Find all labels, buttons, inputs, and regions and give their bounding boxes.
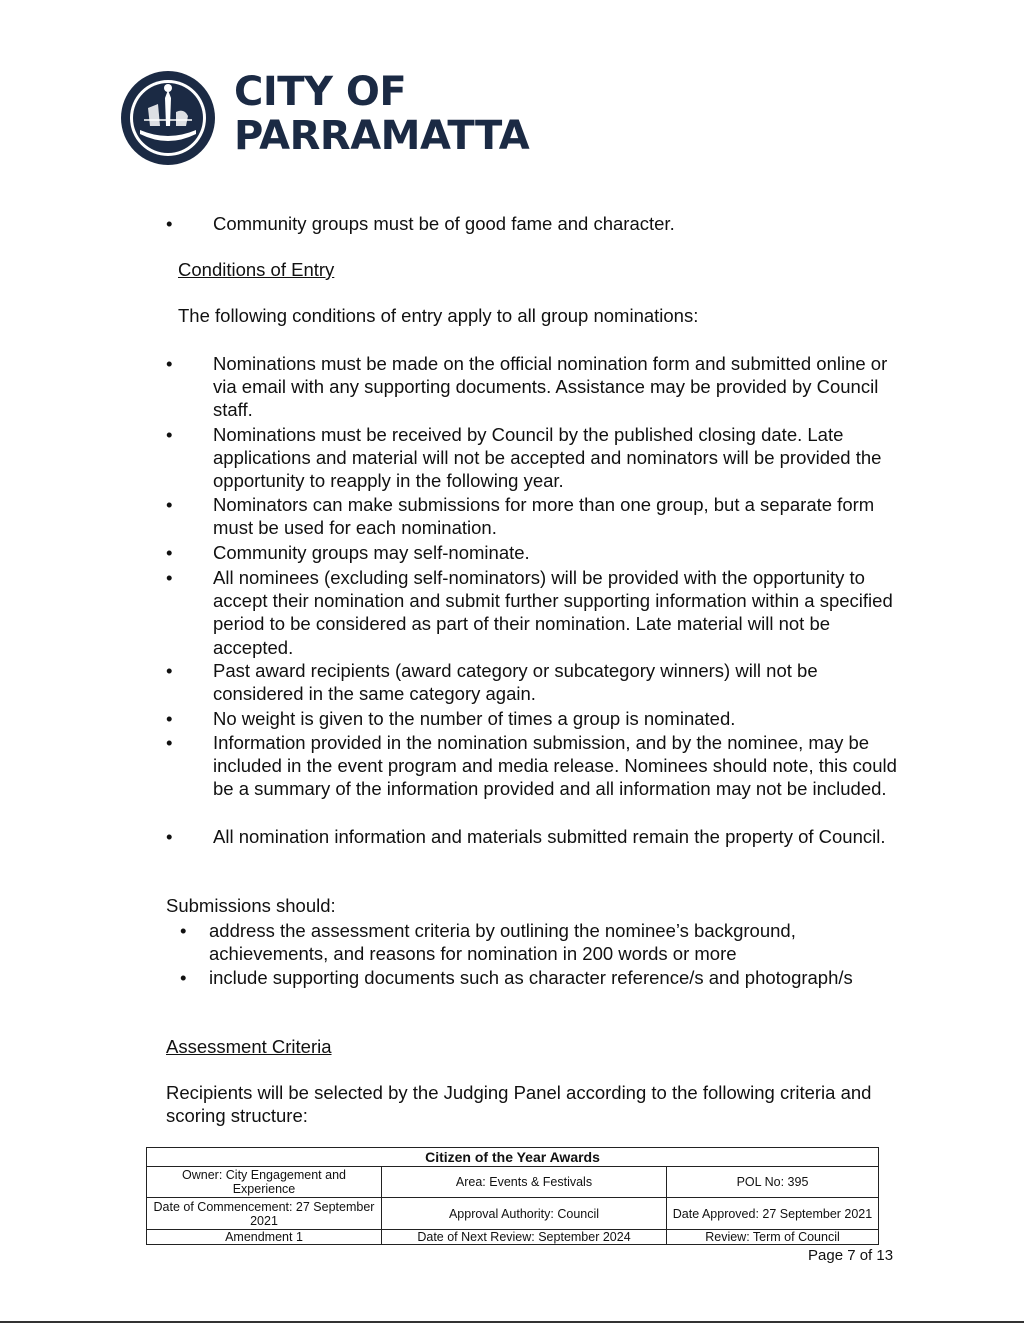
logo-line-2: PARRAMATTA [234,113,530,159]
conditions-intro: The following conditions of entry apply to all group nominations: [178,305,699,326]
policy-footer-table [146,1147,879,1245]
bullet-icon: • [166,542,173,563]
footer-approval-authority: Approval Authority: Council [382,1198,667,1230]
bullet-icon: • [166,494,173,515]
city-of-parramatta-logo [118,68,558,168]
bullet-icon: • [166,353,173,374]
submissions-heading: Submissions should: [166,895,336,916]
logo-line-1: CITY OF [234,69,407,115]
bullet-icon: • [180,967,187,988]
bullet-icon: • [166,424,173,445]
footer-next-review: Date of Next Review: September 2024 [382,1230,667,1245]
footer-area: Area: Events & Festivals [382,1167,667,1198]
footer-commencement: Date of Commencement: 27 September 2021 [147,1198,382,1230]
assessment-heading: Assessment Criteria [166,1036,332,1057]
footer-pol-number: POL No: 395 [667,1167,879,1198]
bullet-icon: • [166,660,173,681]
assessment-intro: Recipients will be selected by the Judging Panel according to the following criteria and scoring structure: [166,1082,872,1127]
footer-title: Citizen of the Year Awards [147,1148,879,1167]
page-number: Page 7 of 13 [808,1247,894,1264]
bullet-icon: • [166,708,173,729]
bullet-icon: • [166,567,173,588]
footer-review: Review: Term of Council [667,1230,879,1245]
bullet-icon: • [166,826,173,847]
bullet-icon: • [180,920,187,941]
bullet-icon: • [166,732,173,753]
footer-amendment: Amendment 1 [147,1230,382,1245]
logo-wordmark [234,69,530,159]
bullet-icon: • [166,213,173,234]
footer-owner: Owner: City Engagement and Experience [147,1167,382,1198]
footer-date-approved: Date Approved: 27 September 2021 [667,1198,879,1230]
conditions-heading: Conditions of Entry [178,259,335,280]
parramatta-emblem-icon [118,68,218,168]
page-divider [0,1321,1024,1323]
